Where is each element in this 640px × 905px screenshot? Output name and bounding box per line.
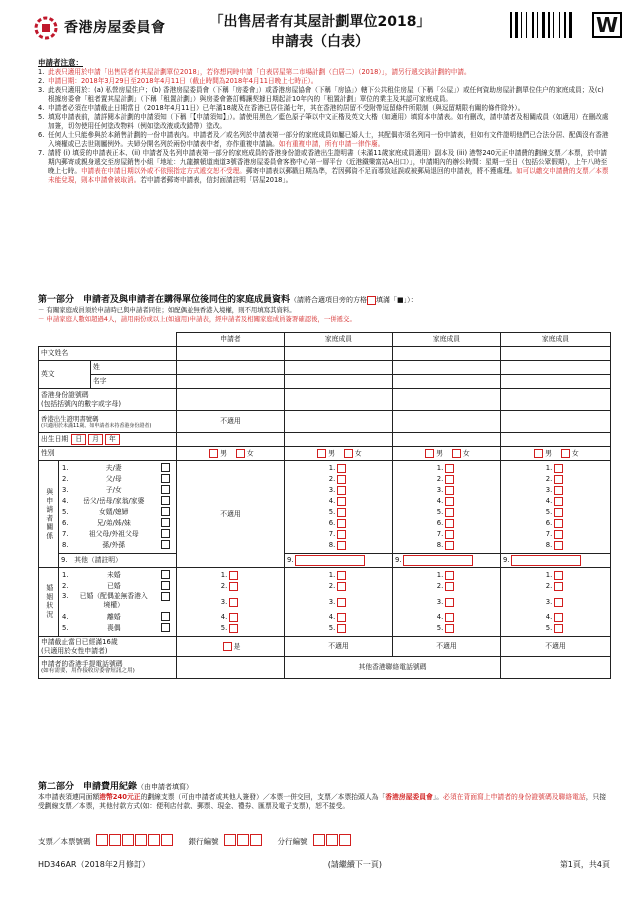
note-text: 此表只適用於：(a) 私營房屋住户；(b) 香港房屋委員會（下稱「房委會」）或香港房屋協會（下稱「房協」）轄下公共租住房屋（下稱「公屋」）或任何資助房屋計劃單位住户的家庭成員；及(c) 根據房委會「租者置其屋計劃」（下稱「租置計劃」）與房委會簽訂轉讓契據日期起計10年內的「租置計劃」單位的業主及其認可家庭成員。 [48, 86, 604, 104]
bank-code-label: 銀行編號 [188, 836, 219, 846]
relation-option: 7. 祖父母/外祖父母 [59, 529, 176, 540]
relation-option: 8. 孫/外孫 [59, 540, 176, 551]
sex-options[interactable]: 男 女 [177, 447, 285, 461]
marital-checkbox-item[interactable]: 1. [285, 570, 392, 581]
barcode-bar [519, 12, 520, 38]
note-number: 2. [38, 77, 45, 86]
row-label: 香港身份證號碼 (包括括號內的數字或字母) [39, 389, 177, 411]
checkbox-icon[interactable] [229, 624, 238, 633]
barcode-bar [526, 12, 527, 38]
birth-cert-field[interactable] [501, 411, 611, 433]
part1-note-2: － 申請家庭人數如超過4人，請用兩份或以上(如適用)申請表，經申請者及相關家庭成員簽署確認後，一併遞交。 [38, 314, 356, 323]
age-checkbox[interactable]: 是 [177, 637, 285, 657]
chinese-name-field[interactable] [177, 347, 285, 361]
row-label: 中文姓名 [39, 347, 177, 361]
marital-checkboxes[interactable] [285, 568, 393, 637]
table-row [39, 389, 611, 411]
table-row [39, 433, 611, 447]
dob-field[interactable] [285, 433, 393, 447]
org-name: 香港房屋委員會 [64, 20, 166, 36]
given-name-field[interactable] [393, 375, 501, 389]
barcode-bar [553, 12, 554, 38]
note-item [38, 113, 610, 131]
checkbox-icon[interactable] [161, 540, 170, 549]
note-text: 填寫申請表前，請詳閱本計劃的申請須知（下稱「【申請須知】」）。請使用黑色／藍色原子筆以中文正楷及英文大楷（如適用）填寫本申請表。如有刪改，請申請者及相關成員（如適用）在刪改處加簽，切勿使用任何塗改物料（例如塗改液或改錯帶）塗改。 [48, 113, 609, 131]
relation-checkboxes[interactable] [393, 461, 501, 554]
note-item [38, 149, 610, 185]
note-text: 請將 (i) 填妥的申請表正本、(ii) 申請者及名列申請表第一部分的家庭成員的香港身份證或香港出生證明書（未滿11歲家庭成員適用）副本及 (iii) 港幣240元正申請費的劃線支票／本票，於申請期內郵寄或親身遞交至房屋銷售小組「地址：九龍擴頓道南道3號香港房屋委員會客務中心第一層平台（近港鐵樂富站A出口）」，申請期內的辦公時間：星期一至日（包括公眾假期），上午八時至晚上七時。申請表在申請日期以外或不依照指定方式遞交恕不受理。郵寄申請表以郵戳日期為準，若因郵資不足而導致延誤或被郵局退回的申請表，將不獲處理。如可以繳交申請費的支票／本票未能兌現，則本申請會被取消。若申請者郵寄申請表，信封面請註明「居屋2018」。 [48, 149, 609, 185]
relation-checkbox-item[interactable]: 3. [285, 485, 392, 496]
checkbox-icon[interactable] [554, 508, 563, 517]
marital-option: 1. 未婚 [59, 570, 176, 581]
row-label: 香港出生證明書號碼 (只適用於未滿11歲、如申請者未持香港身份證者) [39, 411, 177, 433]
checkbox-icon[interactable] [554, 475, 563, 484]
checkbox-icon[interactable] [229, 598, 238, 607]
relation-checkboxes[interactable] [501, 461, 611, 554]
checkbox-icon[interactable] [337, 624, 346, 633]
marital-checkbox-item[interactable]: 2. [177, 581, 284, 592]
other-relation-field[interactable]: 9. [501, 554, 611, 568]
note-number: 4. [38, 104, 45, 113]
note-number: 7. [38, 149, 45, 158]
row-label: 姓 [91, 361, 177, 375]
table-row [39, 637, 611, 657]
marital-checkbox-item[interactable]: 4. [177, 612, 284, 623]
surname-field[interactable] [501, 361, 611, 375]
not-applicable-text: 不適用 [501, 637, 611, 657]
barcode-bar [567, 12, 568, 38]
checkbox-icon[interactable] [161, 463, 170, 472]
barcode-bar [555, 12, 558, 38]
checkbox-icon[interactable] [161, 474, 170, 483]
other-relation-field[interactable]: 9. [393, 554, 501, 568]
sex-options[interactable]: 男 女 [285, 447, 393, 461]
barcode-bar [528, 12, 531, 38]
row-label: 出生日期 日 月 年 [39, 433, 177, 447]
branch-code-label: 分行編號 [277, 836, 308, 846]
note-number: 1. [38, 68, 45, 77]
barcode-bar [569, 12, 572, 38]
sex-options[interactable]: 男 女 [501, 447, 611, 461]
checkbox-icon[interactable] [554, 497, 563, 506]
notes-list [38, 68, 610, 185]
part2-heading: 第二部分 申請費用紀錄 [38, 782, 138, 792]
payment-account-fields [38, 834, 610, 848]
given-name-field[interactable] [177, 375, 285, 389]
row-label: 性別 [39, 447, 177, 461]
relation-label: 與申請者關係 [39, 461, 59, 568]
checkbox-icon[interactable] [337, 464, 346, 473]
form-letter-badge: W [592, 12, 622, 38]
relation-checkbox-item[interactable]: 4. [393, 496, 500, 507]
sex-options[interactable]: 男 女 [393, 447, 501, 461]
relation-option: 2. 父/母 [59, 474, 176, 485]
part2-heading-note: （由申請者填寫） [137, 783, 194, 791]
marital-option: 3. 已婚（配偶並無香港入境權） [59, 592, 176, 612]
surname-field[interactable] [393, 361, 501, 375]
page-number: 第1頁，共4頁 [559, 860, 610, 869]
relation-checkbox-item[interactable]: 8. [285, 540, 392, 551]
checkbox-icon[interactable] [445, 464, 454, 473]
family-member-table [38, 332, 611, 679]
applicant-notes [38, 58, 610, 185]
table-row [39, 657, 611, 679]
note-text: 申請日期：2018年3月29日至2018年4月11日（截止時間為2018年4月11日晚上七時正）。 [48, 77, 318, 86]
footer [38, 860, 610, 870]
relation-option: 4. 岳父/岳母/家翁/家婆 [59, 496, 176, 507]
checkbox-icon[interactable] [554, 464, 563, 473]
checkbox-icon[interactable] [161, 612, 170, 621]
column-header: 申請者 [177, 333, 285, 347]
checkbox-icon[interactable] [161, 507, 170, 516]
checkbox-icon[interactable] [337, 497, 346, 506]
part1-header [38, 295, 610, 323]
relation-checkbox-item[interactable]: 7. [501, 529, 610, 540]
barcode-bar [573, 12, 574, 38]
note-number: 3. [38, 86, 45, 95]
marital-checkbox-item[interactable]: 4. [393, 612, 500, 623]
checkbox-icon[interactable] [229, 571, 238, 580]
not-applicable-text: 不適用 [285, 637, 393, 657]
relation-options-list [59, 461, 177, 554]
barcode-bar [532, 12, 534, 38]
checkbox-icon[interactable] [161, 581, 170, 590]
barcode-bar [559, 12, 560, 38]
marital-checkbox-item[interactable]: 5. [393, 623, 500, 634]
column-header: 家庭成員 [393, 333, 501, 347]
chinese-name-field[interactable] [285, 347, 393, 361]
table-row [39, 375, 611, 389]
relation-checkbox-item[interactable]: 6. [285, 518, 392, 529]
checkbox-icon[interactable] [337, 475, 346, 484]
chinese-name-field[interactable] [393, 347, 501, 361]
marital-checkbox-item[interactable]: 5. [501, 623, 610, 634]
checkbox-icon[interactable] [445, 519, 454, 528]
relation-checkbox-item[interactable]: 5. [285, 507, 392, 518]
checkbox-icon[interactable] [445, 497, 454, 506]
checkbox-icon[interactable] [445, 508, 454, 517]
checkbox-icon[interactable] [161, 529, 170, 538]
table-row [39, 447, 611, 461]
relation-checkbox-item[interactable]: 1. [393, 463, 500, 474]
checkbox-icon[interactable] [445, 530, 454, 539]
barcode-bar [546, 12, 547, 38]
cheque-number-boxes[interactable] [95, 834, 173, 848]
checkbox-icon[interactable] [445, 475, 454, 484]
note-item [38, 131, 610, 149]
relation-checkbox-item[interactable]: 3. [501, 485, 610, 496]
birth-cert-field[interactable] [285, 411, 393, 433]
marital-checkbox-item[interactable]: 2. [393, 581, 500, 592]
mobile-phone-field[interactable] [177, 657, 285, 679]
relation-checkbox-item[interactable]: 7. [285, 529, 392, 540]
checkbox-icon[interactable] [337, 508, 346, 517]
checkbox-icon[interactable] [554, 541, 563, 550]
checkbox-icon[interactable] [445, 598, 454, 607]
checkbox-icon[interactable] [337, 571, 346, 580]
marital-checkbox-item[interactable]: 1. [393, 570, 500, 581]
barcode-bar [537, 12, 538, 38]
checkbox-icon[interactable] [337, 486, 346, 495]
checkbox-icon[interactable] [337, 582, 346, 591]
checkbox-icon[interactable] [445, 486, 454, 495]
marital-checkboxes[interactable] [393, 568, 501, 637]
marital-option: 2. 已婚 [59, 581, 176, 592]
barcode-bar [548, 12, 550, 38]
checkbox-icon[interactable] [445, 571, 454, 580]
birth-cert-field[interactable] [393, 411, 501, 433]
given-name-field[interactable] [501, 375, 611, 389]
relation-checkbox-item[interactable]: 2. [501, 474, 610, 485]
table-row [39, 411, 611, 433]
relation-checkbox-item[interactable]: 5. [393, 507, 500, 518]
surname-field[interactable] [285, 361, 393, 375]
relation-checkbox-item[interactable]: 3. [393, 485, 500, 496]
part1-note-1: － 有關家庭成員須於申請時已與申請者同住；如配偶並無香港入境權，則不用填寫其資料。 [38, 306, 296, 315]
checkbox-icon[interactable] [161, 485, 170, 494]
relation-rows [39, 461, 611, 554]
marital-checkboxes[interactable] [177, 568, 285, 637]
checkbox-icon[interactable] [161, 623, 170, 632]
checkbox-icon[interactable] [554, 530, 563, 539]
table-row [39, 347, 611, 361]
marital-checkbox-item[interactable]: 1. [501, 570, 610, 581]
barcode-bar [521, 12, 522, 38]
marital-checkbox-item[interactable]: 3. [285, 592, 392, 612]
branch-code-boxes[interactable] [312, 834, 351, 848]
checkbox-icon[interactable] [337, 541, 346, 550]
marital-checkbox-item[interactable]: 3. [177, 592, 284, 612]
surname-field[interactable] [177, 361, 285, 375]
marital-checkbox-item[interactable]: 2. [501, 581, 610, 592]
not-applicable-text: 不適用 [177, 411, 285, 433]
marital-checkbox-item[interactable]: 3. [393, 592, 500, 612]
barcode-bar [535, 12, 536, 38]
barcode-bar [551, 12, 552, 38]
marital-checkbox-item[interactable]: 3. [501, 592, 610, 612]
checkbox-icon[interactable] [554, 486, 563, 495]
note-text: 此表只適用於申請「出售居者有其屋計劃單位2018」，若你想同時申請「白表居屋第二市場計劃（白居二）（2018）」，請另行遞交該計劃的申請。 [48, 68, 471, 77]
checkbox-icon[interactable] [229, 613, 238, 622]
checkbox-icon[interactable] [161, 570, 170, 579]
note-number: 5. [38, 113, 45, 122]
barcode-bar [542, 12, 545, 38]
checkbox-icon[interactable] [554, 571, 563, 580]
relation-checkbox-item[interactable]: 6. [393, 518, 500, 529]
row-label: 名字 [91, 375, 177, 389]
barcode-bar [523, 12, 525, 38]
barcode-bar [510, 12, 512, 38]
form-title: 「出售居者有其屋計劃單位2018」 [209, 14, 431, 30]
barcode [510, 12, 582, 38]
relation-checkbox-item[interactable]: 7. [393, 529, 500, 540]
checkbox-icon[interactable] [161, 496, 170, 505]
relation-checkbox-item[interactable]: 8. [393, 540, 500, 551]
barcode-bar [513, 12, 514, 38]
checkbox-icon[interactable] [554, 519, 563, 528]
checkbox-icon[interactable] [161, 592, 170, 601]
checkbox-icon[interactable] [445, 613, 454, 622]
checkbox-icon[interactable] [554, 624, 563, 633]
checkbox-icon[interactable] [445, 624, 454, 633]
table-header-row [39, 333, 611, 347]
dob-field[interactable] [393, 433, 501, 447]
checkbox-icon[interactable] [229, 582, 238, 591]
form-subtitle: 申請表（白表） [271, 34, 369, 50]
marital-checkbox-item[interactable]: 4. [285, 612, 392, 623]
barcode-bar [515, 12, 518, 38]
part2-instructions: 本申請表須連同面額港幣240元正的劃線支票（可由申請者或其他人簽發）／本票一併交回，支票／本票抬頭人為「香港房屋委員會」。必須在背面寫上申請者的身份證號碼及聯絡電話，只接受劃線支票／本票，其他付款方式(如：便利店付款、郵票、現金、禮券、匯票及電子支票)，恕不接受。 [38, 793, 607, 811]
row-label: 申請截止當日已經滿16歲 (只適用於女性申請者) [39, 637, 177, 657]
marital-checkbox-item[interactable]: 4. [501, 612, 610, 623]
chinese-name-field[interactable] [501, 347, 611, 361]
dob-field[interactable] [177, 433, 285, 447]
row-label: 英文 [39, 361, 91, 389]
relation-checkboxes[interactable] [285, 461, 393, 554]
column-header: 家庭成員 [501, 333, 611, 347]
given-name-field[interactable] [285, 375, 393, 389]
row-label: 申請者的香港手提電話號碼 (如有需要，用作接收房委會短訊之用) [39, 657, 177, 679]
relation-checkbox-item[interactable]: 6. [501, 518, 610, 529]
checkbox-icon[interactable] [554, 582, 563, 591]
relation-checkbox-item[interactable]: 4. [501, 496, 610, 507]
checkbox-icon[interactable] [337, 519, 346, 528]
checkbox-icon[interactable] [337, 598, 346, 607]
relation-option: 5. 女婿/媳婦 [59, 507, 176, 518]
barcode-bar [539, 12, 541, 38]
other-relation-label: 9. 其他（請註明） [59, 554, 177, 568]
cheque-number-label: 支票／本票號碼 [38, 836, 91, 846]
relation-checkbox-item[interactable]: 2. [285, 474, 392, 485]
barcode-bar [564, 12, 566, 38]
relation-checkbox-item[interactable]: 1. [285, 463, 392, 474]
marital-label: 婚姻狀況 [39, 568, 59, 637]
part1-heading-note: （請將合適項目旁的方格 填滿「■」）： [290, 296, 418, 304]
hkid-field[interactable] [177, 389, 285, 411]
not-applicable-text: 不適用 [393, 637, 501, 657]
checkbox-icon[interactable] [445, 541, 454, 550]
table-row [39, 554, 611, 568]
marital-options-list [59, 568, 177, 637]
relation-option: 3. 子/女 [59, 485, 176, 496]
dob-field[interactable] [501, 433, 611, 447]
other-relation-field[interactable]: 9. [285, 554, 393, 568]
relation-checkbox-item[interactable]: 1. [501, 463, 610, 474]
note-number: 6. [38, 131, 45, 140]
bank-code-boxes[interactable] [223, 834, 262, 848]
relation-checkbox-item[interactable]: 4. [285, 496, 392, 507]
relation-checkbox-item[interactable]: 2. [393, 474, 500, 485]
marital-option: 5. 喪偶 [59, 623, 176, 634]
checkbox-icon[interactable] [554, 598, 563, 607]
note-text: 申請者必須在申請截止日期當日（2018年4月11日）已年滿18歲及在香港已居住滿七年，其在香港的居留不受附帶逗留條件所限制（與逗留期限有關的條件除外）。 [48, 104, 525, 113]
hkid-field[interactable] [285, 389, 393, 411]
note-text: 任何人士只能參與於本銷售計劃的一份申請表內。申請者及／或名列於申請表第一部分的家庭成員如屬已婚人士，其配偶亦須名列同一份申請表，但如有文件證明他們已合法分居、配偶沒有香港入境權或已去世則屬例外。夫婦分開名列於兩份申請表中者，亦作重複申請論。如有重複申請，所有申請一律作廢。 [48, 131, 609, 149]
not-applicable-text: 不適用 [177, 461, 285, 568]
marital-checkbox-item[interactable]: 2. [285, 581, 392, 592]
marital-checkboxes[interactable] [501, 568, 611, 637]
part1-heading: 第一部分 申請者及與申請者在購得單位後同住的家庭成員資料 [38, 295, 291, 305]
relation-option: 1. 夫/妻 [59, 463, 176, 474]
barcode-bar [561, 12, 563, 38]
note-item [38, 86, 610, 104]
relation-checkbox-item[interactable]: 8. [501, 540, 610, 551]
checkbox-icon[interactable] [337, 530, 346, 539]
relation-option: 6. 兄/弟/姊/妹 [59, 518, 176, 529]
continue-note: (請繼續下一頁) [327, 860, 382, 869]
hkid-field[interactable] [393, 389, 501, 411]
checkbox-icon[interactable] [445, 582, 454, 591]
relation-checkbox-item[interactable]: 5. [501, 507, 610, 518]
column-header: 家庭成員 [285, 333, 393, 347]
header [0, 0, 640, 60]
marital-checkbox-item[interactable]: 5. [177, 623, 284, 634]
row-label: 其他香港聯絡電話號碼 [285, 657, 501, 679]
checkbox-icon[interactable] [554, 613, 563, 622]
form-number: HD346AR（2018年2月修訂） [38, 860, 150, 869]
hkid-field[interactable] [501, 389, 611, 411]
part2-section [38, 782, 610, 811]
marital-option: 4. 離婚 [59, 612, 176, 623]
marital-checkbox-item[interactable]: 1. [177, 570, 284, 581]
checkbox-icon[interactable] [161, 518, 170, 527]
notes-heading: 申請者注意： [38, 58, 83, 67]
marital-rows [39, 568, 611, 637]
table-row [39, 361, 611, 375]
other-phone-field[interactable] [501, 657, 611, 679]
checkbox-icon[interactable] [337, 613, 346, 622]
marital-checkbox-item[interactable]: 5. [285, 623, 392, 634]
